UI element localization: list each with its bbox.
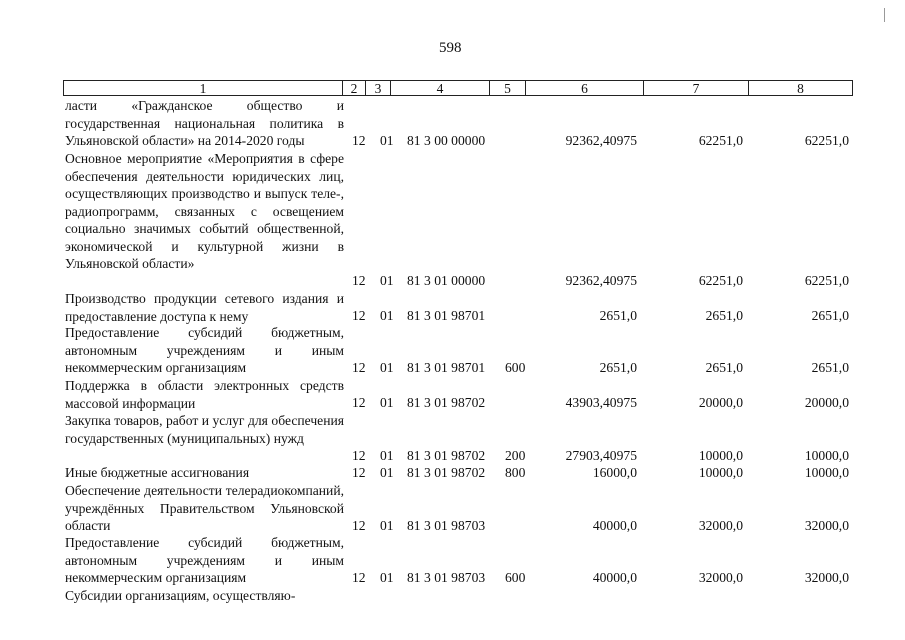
row-amount-col7: 32000,0 xyxy=(698,518,743,533)
row-amount-col6: 16000,0 xyxy=(592,465,637,480)
row-amount-col7: 32000,0 xyxy=(698,570,743,585)
row-target-article: 81 3 01 98701 xyxy=(407,360,486,375)
row-amount-col6: 92362,40975 xyxy=(565,133,637,148)
row-section: 12 xyxy=(352,133,366,148)
row-amount-col8: 2651,0 xyxy=(811,308,849,323)
row-amount-col7: 10000,0 xyxy=(698,465,743,480)
row-expense-type: 200 xyxy=(505,448,526,463)
table-row-description: Закупка товаров, работ и услуг для обеспечения государственных (муниципальных) нужд xyxy=(65,413,344,446)
table-row-description: Предоставление субсидий бюджетным, автономным учреждениям и иным некоммерческим организациям xyxy=(65,535,344,585)
row-subsection: 01 xyxy=(380,273,394,288)
row-amount-col8: 20000,0 xyxy=(804,395,849,410)
row-amount-col6: 40000,0 xyxy=(592,570,637,585)
header-col-5: 5 xyxy=(489,80,526,96)
row-amount-col7: 10000,0 xyxy=(698,448,743,463)
table-header xyxy=(63,80,853,98)
row-subsection: 01 xyxy=(380,448,394,463)
table-row-description: Основное мероприятие «Мероприятия в сфере обеспечения деятельности юридических лиц, осуществляющих производство и выпуск теле-, радиопрограмм, связанных с освещением социально значимых событий общественной, экономической и культурной жизни в Ульяновской области» xyxy=(65,151,344,271)
row-subsection: 01 xyxy=(380,518,394,533)
row-amount-col7: 62251,0 xyxy=(698,273,743,288)
row-expense-type: 600 xyxy=(505,570,526,585)
row-amount-col8: 62251,0 xyxy=(804,133,849,148)
header-col-4: 4 xyxy=(390,80,490,96)
row-amount-col7: 20000,0 xyxy=(698,395,743,410)
row-target-article: 81 3 01 98703 xyxy=(407,518,486,533)
row-target-article: 81 3 01 98701 xyxy=(407,308,486,323)
table-row-description: Иные бюджетные ассигнования xyxy=(65,465,250,480)
row-subsection: 01 xyxy=(380,395,394,410)
row-section: 12 xyxy=(352,465,366,480)
header-col-3: 3 xyxy=(365,80,391,96)
row-section: 12 xyxy=(352,360,366,375)
row-subsection: 01 xyxy=(380,465,394,480)
row-amount-col8: 10000,0 xyxy=(804,465,849,480)
row-amount-col7: 2651,0 xyxy=(705,308,743,323)
row-target-article: 81 3 01 00000 xyxy=(407,273,486,288)
row-section: 12 xyxy=(352,448,366,463)
header-col-6: 6 xyxy=(525,80,644,96)
row-amount-col8: 62251,0 xyxy=(804,273,849,288)
row-target-article: 81 3 01 98703 xyxy=(407,570,486,585)
row-amount-col6: 2651,0 xyxy=(599,360,637,375)
page-corner-mark xyxy=(884,8,891,22)
row-subsection: 01 xyxy=(380,308,394,323)
row-section: 12 xyxy=(352,273,366,288)
row-amount-col6: 27903,40975 xyxy=(565,448,637,463)
header-col-2: 2 xyxy=(342,80,366,96)
row-section: 12 xyxy=(352,395,366,410)
header-col-1: 1 xyxy=(63,80,343,96)
table-row-description: Обеспечение деятельности телерадиокомпаний, учреждённых Правительством Ульяновской области xyxy=(65,483,344,533)
row-target-article: 81 3 01 98702 xyxy=(407,395,486,410)
row-subsection: 01 xyxy=(380,133,394,148)
row-section: 12 xyxy=(352,518,366,533)
row-section: 12 xyxy=(352,308,366,323)
row-amount-col8: 32000,0 xyxy=(804,518,849,533)
page-number: 598 xyxy=(439,40,462,56)
row-target-article: 81 3 01 98702 xyxy=(407,448,486,463)
row-amount-col6: 2651,0 xyxy=(599,308,637,323)
header-col-8: 8 xyxy=(748,80,853,96)
row-amount-col6: 40000,0 xyxy=(592,518,637,533)
header-col-7: 7 xyxy=(643,80,749,96)
table-row-description: Поддержка в области электронных средств массовой информации xyxy=(65,378,344,411)
row-amount-col6: 92362,40975 xyxy=(565,273,637,288)
table-row-description: ласти «Гражданское общество и государственная национальная политика в Ульяновской области» на 2014-2020 годы xyxy=(65,98,344,148)
row-expense-type: 800 xyxy=(505,465,526,480)
row-amount-col8: 2651,0 xyxy=(811,360,849,375)
row-amount-col6: 43903,40975 xyxy=(565,395,637,410)
row-amount-col7: 2651,0 xyxy=(705,360,743,375)
row-section: 12 xyxy=(352,570,366,585)
table-row-description: Производство продукции сетевого издания и предоставление доступа к нему xyxy=(65,291,344,324)
row-expense-type: 600 xyxy=(505,360,526,375)
row-subsection: 01 xyxy=(380,360,394,375)
row-amount-col7: 62251,0 xyxy=(698,133,743,148)
row-target-article: 81 3 01 98702 xyxy=(407,465,486,480)
table-row-description: Предоставление субсидий бюджетным, автономным учреждениям и иным некоммерческим организациям xyxy=(65,325,344,375)
row-amount-col8: 32000,0 xyxy=(804,570,849,585)
row-target-article: 81 3 00 00000 xyxy=(407,133,486,148)
row-amount-col8: 10000,0 xyxy=(804,448,849,463)
table-row-description: Субсидии организациям, осуществляю- xyxy=(65,588,296,603)
row-subsection: 01 xyxy=(380,570,394,585)
